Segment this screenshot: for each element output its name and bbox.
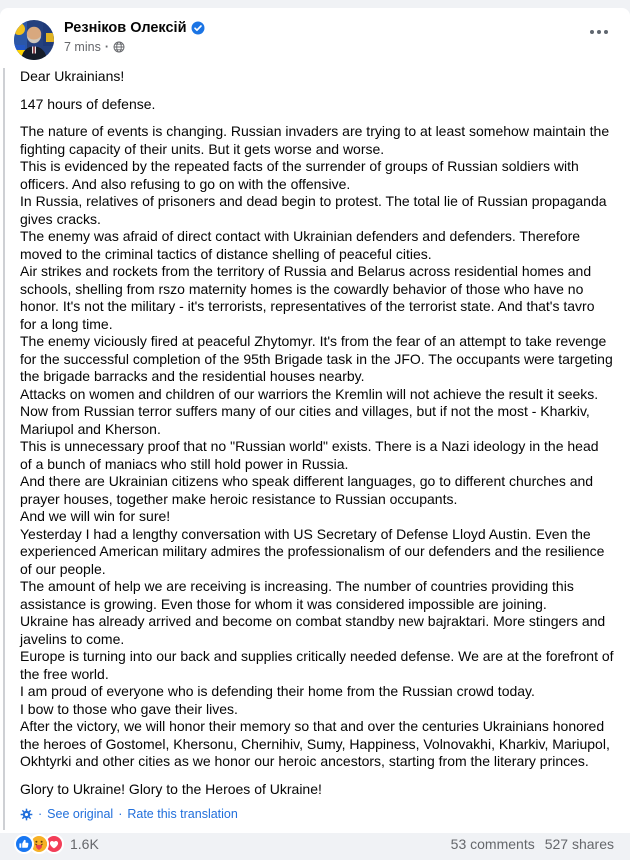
post-line: After the victory, we will honor their memory so that and over the centuries Ukrainians honored the heroes of Gostomel, Khersonu, Chernihiv, Sumy, Happiness, Volnovakhi, Kharkiv, Mariupol, Okhtyrki and other cities as we honor our heroic ancestors, starting from the literary princes.: [20, 718, 610, 769]
author-name[interactable]: Резніков Олексій: [64, 20, 187, 36]
reactions-count[interactable]: 1.6K: [70, 836, 99, 852]
post-line: Europe is turning into our back and supplies critically needed defense. We are at the forefront of the free world.: [20, 648, 614, 682]
avatar-image: [14, 20, 54, 60]
translation-bar: [20, 806, 614, 830]
post-line: Air strikes and rockets from the territory of Russia and Belarus across residential homes and schools, shelling from rszo maternity homes is the cowardly behavior of those who have no honor. It's not the military - it's terrorists, representatives of the terrorist state. And that's tavro for a long time.: [20, 263, 595, 332]
post-line: This is evidenced by the repeated facts of the surrender of groups of Russian soldiers with officers. And also refusing to go on with the offensive.: [20, 158, 579, 192]
translated-content: [3, 68, 614, 830]
header-text: [64, 20, 584, 54]
post-line: The amount of help we are receiving is increasing. The number of countries providing this assistance is growing. Even those for whom it was considered impossible are joining.: [20, 578, 574, 612]
gear-icon[interactable]: [20, 808, 33, 821]
verified-badge-icon: [191, 21, 205, 35]
translation-separator: ·: [38, 807, 43, 821]
post-line: This is unnecessary proof that no "Russian world" exists. There is a Nazi ideology in the head of a bunch of maniacs who still hold power in Russia.: [20, 438, 599, 472]
post-line: The enemy was afraid of direct contact with Ukrainian defenders and defenders. Therefore moved to the criminal tactics of distance shelling of peaceful cities.: [20, 228, 581, 262]
ellipsis-icon: [597, 30, 601, 34]
see-original-link[interactable]: See original: [47, 807, 114, 821]
post-line: In Russia, relatives of prisoners and dead begin to protest. The total lie of Russian propaganda gives cracks.: [20, 193, 607, 227]
post-line: The nature of events is changing. Russian invaders are trying to at least somehow maintain the fighting capacity of their units. But it gets worse and worse.: [20, 123, 610, 157]
post-line: Ukraine has already arrived and become on combat standby new bajraktari. More stingers and javelins to come.: [20, 613, 606, 647]
post-stats: [451, 836, 614, 852]
avatar[interactable]: [14, 20, 54, 60]
post-line: And there are Ukrainian citizens who speak different languages, go to different churches and prayer houses, together make heroic resistance to Russian occupants.: [20, 473, 594, 507]
post-header: [0, 8, 630, 66]
post-line: Yesterday I had a lengthy conversation with US Secretary of Defense Lloyd Austin. Even the experienced American military admires the professionalism of our defenders and the resilience of our people.: [20, 525, 605, 577]
timestamp[interactable]: 7 mins: [64, 40, 101, 54]
reactions-summary[interactable]: [14, 834, 99, 854]
post-options-button[interactable]: [584, 20, 614, 44]
post-paragraph: Glory to Ukraine! Glory to the Heroes of Ukraine!: [20, 780, 322, 797]
meta-separator: ·: [104, 40, 109, 54]
post-line: I bow to those who gave their lives.: [20, 700, 238, 717]
reaction-icons: [14, 834, 64, 854]
like-reaction-icon: [14, 834, 34, 854]
facebook-post-card: [0, 8, 630, 852]
post-line: Attacks on women and children of our warriors the Kremlin will not achieve the result it seeks.: [20, 385, 599, 402]
engagement-row: [0, 830, 630, 860]
post-meta[interactable]: [64, 40, 584, 54]
shares-count[interactable]: 527 shares: [544, 836, 614, 852]
post-paragraph: 147 hours of defense.: [20, 95, 156, 112]
comments-count[interactable]: 53 comments: [450, 836, 535, 852]
post-paragraph: Dear Ukrainians!: [20, 68, 125, 84]
post-paragraph-block: [20, 123, 614, 771]
rate-translation-link[interactable]: Rate this translation: [127, 807, 238, 821]
ellipsis-icon: [590, 30, 594, 34]
ellipsis-icon: [604, 30, 608, 34]
post-line: I am proud of everyone who is defending their home from the Russian crowd today.: [20, 683, 535, 699]
post-line: And we will win for sure!: [20, 508, 171, 524]
translation-separator: ·: [118, 807, 123, 821]
post-text: [20, 68, 614, 798]
globe-icon: [113, 41, 125, 53]
post-line: The enemy viciously fired at peaceful Zhytomyr. It's from the fear of an attempt to take revenge for the successful completion of the 95th Brigade task in the JFO. The occupants were targeting the brigade barracks and the residential houses nearby.: [20, 333, 613, 384]
post-line: Now from Russian terror suffers many of our cities and villages, but if not the most - Kharkiv, Mariupol and Kherson.: [20, 403, 590, 437]
